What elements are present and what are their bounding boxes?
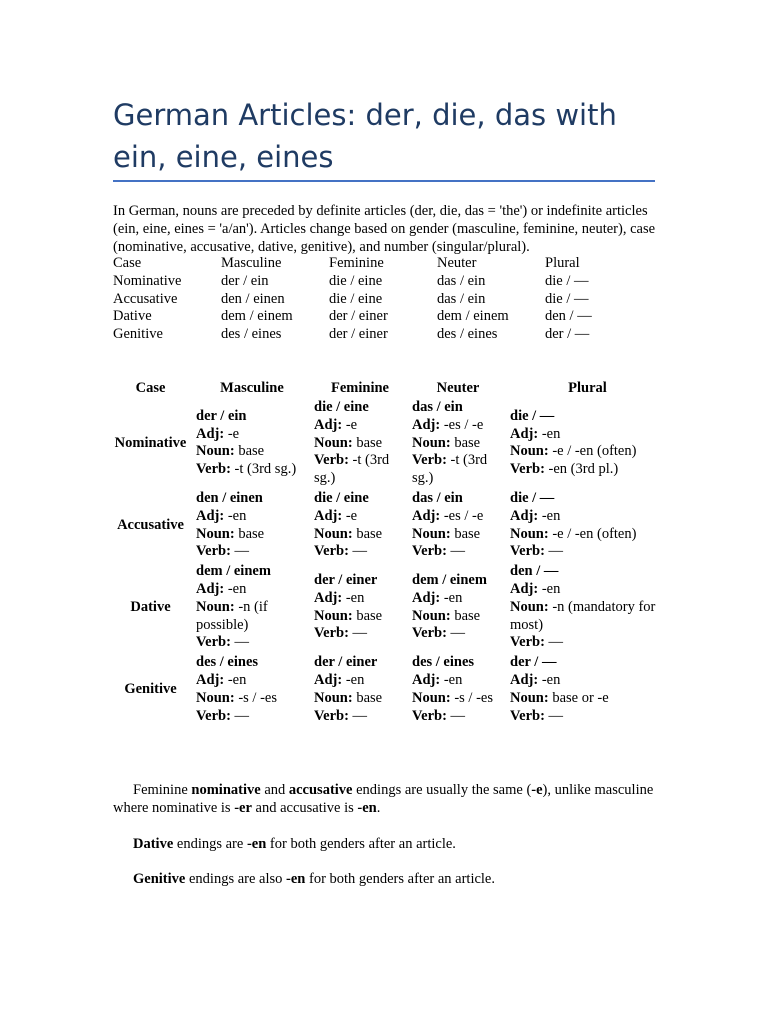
- article-form: die / eine: [314, 489, 369, 506]
- detail-header-cell: Neuter: [436, 380, 480, 397]
- summary-header-row: [113, 255, 592, 273]
- detail-cell: [311, 653, 409, 726]
- verb-label: Verb:: [196, 543, 231, 560]
- verb-value: —: [450, 543, 466, 560]
- verb-value: —: [548, 707, 564, 724]
- noun-label: Noun:: [314, 525, 353, 542]
- detail-case-cell: Accusative: [117, 516, 184, 533]
- adj-ending-line: [510, 672, 665, 690]
- detail-cell: [409, 398, 507, 489]
- note-text: and: [260, 782, 289, 798]
- adj-label: Adj:: [314, 671, 343, 688]
- summary-cell: dem / einem: [437, 308, 509, 325]
- verb-label: Verb:: [314, 625, 349, 642]
- note-text: for both genders after an article.: [305, 871, 495, 887]
- verb-value: —: [450, 625, 466, 642]
- summary-cell: den / —: [545, 308, 592, 325]
- detail-cell: [507, 653, 668, 726]
- note-emphasis: -er: [234, 799, 252, 816]
- detail-header-cell: Masculine: [220, 380, 284, 397]
- verb-ending-line: [314, 543, 406, 561]
- detail-header-row: [108, 380, 668, 398]
- article-form: der / —: [510, 654, 557, 671]
- adj-ending-line: [314, 672, 406, 690]
- note-paragraph: [113, 871, 658, 889]
- noun-label: Noun:: [412, 434, 451, 451]
- note-text: ), unlike masculine where nominative is: [113, 782, 654, 816]
- note-emphasis: -en: [246, 836, 267, 852]
- noun-ending-line: [412, 608, 504, 626]
- verb-value: —: [352, 625, 368, 642]
- note-text: Feminine: [133, 782, 192, 798]
- summary-cell: die / —: [545, 290, 589, 307]
- noun-label: Noun:: [510, 598, 549, 615]
- adj-value: -es / -e: [443, 507, 484, 524]
- noun-label: Noun:: [412, 525, 451, 542]
- adj-label: Adj:: [314, 416, 343, 433]
- noun-ending-line: [510, 690, 665, 708]
- adj-value: -en: [345, 671, 365, 688]
- note-text: endings are usually the same (: [352, 782, 532, 798]
- adj-ending-line: [510, 581, 665, 599]
- noun-ending-line: [314, 526, 406, 544]
- detail-row: [108, 398, 668, 489]
- summary-cell: das / ein: [437, 290, 486, 307]
- adj-ending-line: [314, 590, 406, 608]
- note-emphasis: -en: [357, 799, 377, 816]
- summary-cell: der / ein: [221, 272, 269, 289]
- adj-value: -en: [443, 671, 463, 688]
- verb-label: Verb:: [510, 707, 545, 724]
- verb-ending-line: [412, 452, 504, 488]
- noun-value: base: [356, 689, 383, 706]
- noun-ending-line: [412, 690, 504, 708]
- note-emphasis: nominative: [191, 782, 261, 798]
- noun-ending-line: [196, 690, 308, 708]
- adj-value: -en: [227, 507, 247, 524]
- adj-ending-line: [412, 672, 504, 690]
- detail-cell: [409, 653, 507, 726]
- summary-header-cell: Case: [113, 255, 142, 271]
- article-form: des / eines: [412, 654, 475, 671]
- adj-label: Adj:: [510, 507, 539, 524]
- adj-value: -en: [227, 580, 247, 597]
- article-form: der / einer: [314, 654, 378, 671]
- adj-value: -en: [443, 589, 463, 606]
- noun-ending-line: [196, 599, 308, 635]
- note-text: and accusative is: [251, 799, 358, 816]
- verb-label: Verb:: [510, 461, 545, 478]
- adj-label: Adj:: [412, 589, 441, 606]
- summary-cell: den / einen: [221, 290, 285, 307]
- verb-label: Verb:: [412, 452, 447, 469]
- noun-label: Noun:: [196, 598, 235, 615]
- adj-label: Adj:: [510, 425, 539, 442]
- verb-ending-line: [314, 708, 406, 726]
- adj-label: Adj:: [196, 425, 225, 442]
- detail-cell: [311, 398, 409, 489]
- verb-ending-line: [196, 543, 308, 561]
- intro-paragraph: In German, nouns are preceded by definite articles (der, die, das = 'the') or indefinite articles (ein, eine, eines = 'a/an'). Articles change based on gender (masculine, feminine, neuter), case (nominative, accusative, dative, genitive), and number (singular/plural).: [113, 203, 656, 255]
- noun-ending-line: [314, 608, 406, 626]
- summary-header-cell: Masculine: [221, 255, 282, 271]
- note-emphasis: accusative: [288, 782, 353, 798]
- adj-ending-line: [196, 581, 308, 599]
- detail-cell: [193, 398, 311, 489]
- summary-cell: Genitive: [113, 326, 163, 343]
- detail-cell: [193, 562, 311, 653]
- verb-label: Verb:: [196, 707, 231, 724]
- verb-ending-line: [412, 625, 504, 643]
- verb-label: Verb:: [314, 452, 349, 469]
- verb-value: —: [450, 707, 466, 724]
- article-form: die / —: [510, 407, 555, 424]
- detail-cell: [507, 398, 668, 489]
- summary-cell: die / eine: [329, 272, 383, 289]
- verb-ending-line: [196, 461, 308, 479]
- article-form: die / eine: [314, 399, 369, 415]
- verb-value: —: [352, 707, 368, 724]
- summary-header-cell: Feminine: [329, 255, 384, 271]
- noun-value: -n (if possible): [196, 598, 268, 633]
- adj-label: Adj:: [314, 589, 343, 606]
- verb-ending-line: [510, 461, 665, 479]
- adj-value: -es / -e: [443, 416, 484, 433]
- article-form: die / —: [510, 489, 555, 506]
- note-text: endings are: [173, 836, 247, 852]
- verb-label: Verb:: [196, 634, 231, 651]
- adj-ending-line: [314, 508, 406, 526]
- detail-cell: [193, 489, 311, 562]
- summary-row: [113, 273, 592, 291]
- verb-value: —: [352, 543, 368, 560]
- detail-table-body: [108, 398, 668, 726]
- noun-value: -n (mandatory for most): [510, 598, 656, 633]
- adj-value: -en: [345, 589, 365, 606]
- summary-cell: der / —: [545, 326, 590, 343]
- noun-value: base: [356, 607, 383, 624]
- adj-label: Adj:: [510, 580, 539, 597]
- verb-label: Verb:: [510, 634, 545, 651]
- verb-ending-line: [412, 708, 504, 726]
- article-form: das / ein: [412, 399, 463, 415]
- noun-value: -e / -en (often): [552, 525, 637, 542]
- summary-header-cell: Neuter: [437, 255, 477, 271]
- page-title: German Articles: der, die, das with ein, eine, eines: [113, 98, 617, 174]
- adj-ending-line: [196, 426, 308, 444]
- verb-value: —: [234, 707, 250, 724]
- verb-value: -t (3rd sg.): [412, 452, 488, 487]
- summary-cell: Accusative: [113, 290, 178, 307]
- ending-detail-table: [108, 380, 668, 726]
- title-divider: [113, 180, 655, 182]
- verb-value: —: [548, 543, 564, 560]
- note-text: .: [376, 799, 381, 816]
- noun-ending-line: [196, 443, 308, 461]
- detail-cell: [507, 489, 668, 562]
- noun-label: Noun:: [196, 525, 235, 542]
- summary-row: [113, 291, 592, 309]
- noun-label: Noun:: [412, 689, 451, 706]
- adj-ending-line: [412, 590, 504, 608]
- article-form: das / ein: [412, 489, 463, 506]
- adj-ending-line: [510, 508, 665, 526]
- summary-row: [113, 326, 592, 344]
- summary-cell: des / eines: [221, 326, 282, 343]
- article-form: des / eines: [196, 654, 259, 671]
- detail-header-cell: Feminine: [331, 380, 389, 397]
- adj-label: Adj:: [314, 507, 343, 524]
- detail-cell: [193, 653, 311, 726]
- verb-label: Verb:: [510, 543, 545, 560]
- summary-cell: die / —: [545, 272, 589, 289]
- noun-value: base: [454, 525, 481, 542]
- summary-cell: dem / einem: [221, 308, 293, 325]
- adj-label: Adj:: [196, 580, 225, 597]
- adj-label: Adj:: [412, 507, 441, 524]
- verb-ending-line: [196, 634, 308, 652]
- adj-ending-line: [314, 417, 406, 435]
- verb-value: —: [234, 634, 250, 651]
- detail-cell: [311, 562, 409, 653]
- adj-label: Adj:: [412, 671, 441, 688]
- verb-label: Verb:: [196, 461, 231, 478]
- adj-ending-line: [196, 508, 308, 526]
- noun-value: base: [454, 434, 481, 451]
- noun-ending-line: [412, 435, 504, 453]
- verb-label: Verb:: [412, 625, 447, 642]
- summary-cell: Nominative: [113, 272, 182, 289]
- detail-cell: [409, 562, 507, 653]
- summary-table-body: [113, 255, 592, 344]
- adj-value: -e: [345, 507, 358, 524]
- detail-case-cell: Genitive: [124, 680, 177, 697]
- adj-value: -en: [541, 507, 561, 524]
- noun-ending-line: [510, 526, 665, 544]
- verb-label: Verb:: [314, 543, 349, 560]
- adj-value: -e: [227, 425, 240, 442]
- noun-label: Noun:: [510, 443, 549, 460]
- note-emphasis: -en: [286, 871, 306, 887]
- noun-value: base: [356, 525, 383, 542]
- noun-value: -e / -en (often): [552, 443, 637, 460]
- noun-label: Noun:: [314, 607, 353, 624]
- verb-ending-line: [314, 625, 406, 643]
- verb-ending-line: [510, 634, 665, 652]
- adj-label: Adj:: [196, 507, 225, 524]
- detail-row: [108, 562, 668, 653]
- noun-ending-line: [314, 435, 406, 453]
- adj-ending-line: [412, 508, 504, 526]
- noun-value: base or -e: [552, 689, 609, 706]
- adj-ending-line: [510, 426, 665, 444]
- summary-cell: der / einer: [329, 326, 388, 343]
- summary-cell: der / einer: [329, 308, 388, 325]
- verb-ending-line: [412, 543, 504, 561]
- verb-ending-line: [510, 543, 665, 561]
- adj-label: Adj:: [510, 671, 539, 688]
- noun-ending-line: [196, 526, 308, 544]
- adj-ending-line: [412, 417, 504, 435]
- article-form: dem / einem: [196, 563, 271, 580]
- noun-label: Noun:: [314, 689, 353, 706]
- noun-value: base: [356, 434, 383, 451]
- adj-value: -e: [345, 416, 358, 433]
- verb-value: —: [548, 634, 564, 651]
- summary-cell: die / eine: [329, 290, 383, 307]
- noun-label: Noun:: [412, 607, 451, 624]
- verb-value: —: [234, 543, 250, 560]
- adj-value: -en: [227, 671, 247, 688]
- detail-case-cell: Dative: [130, 598, 171, 615]
- detail-header-cell: Case: [135, 380, 166, 397]
- note-emphasis: -e: [531, 782, 543, 798]
- article-form: der / einer: [314, 572, 378, 589]
- summary-header-cell: Plural: [545, 255, 580, 271]
- detail-cell: [311, 489, 409, 562]
- article-form: den / —: [510, 563, 559, 580]
- detail-row: [108, 653, 668, 726]
- noun-label: Noun:: [314, 434, 353, 451]
- noun-ending-line: [510, 599, 665, 635]
- noun-label: Noun:: [196, 443, 235, 460]
- noun-value: base: [454, 607, 481, 624]
- noun-label: Noun:: [510, 525, 549, 542]
- article-form: dem / einem: [412, 572, 487, 589]
- note-text: endings are also: [185, 871, 287, 887]
- verb-value: -t (3rd sg.): [314, 452, 390, 487]
- detail-row: [108, 489, 668, 562]
- verb-ending-line: [510, 708, 665, 726]
- verb-label: Verb:: [412, 707, 447, 724]
- article-summary-table: [113, 255, 592, 344]
- adj-ending-line: [196, 672, 308, 690]
- adj-label: Adj:: [196, 671, 225, 688]
- noun-label: Noun:: [510, 689, 549, 706]
- adj-value: -en: [541, 425, 561, 442]
- adj-value: -en: [541, 580, 561, 597]
- note-paragraph: [113, 782, 658, 818]
- noun-value: -s / -es: [454, 689, 493, 706]
- noun-ending-line: [314, 690, 406, 708]
- verb-label: Verb:: [412, 543, 447, 560]
- summary-cell: des / eines: [437, 326, 498, 343]
- verb-ending-line: [314, 452, 406, 488]
- detail-cell: [507, 562, 668, 653]
- note-paragraph: [113, 836, 658, 854]
- adj-value: -en: [541, 671, 561, 688]
- detail-table-head: [108, 380, 668, 398]
- article-form: den / einen: [196, 489, 263, 506]
- note-emphasis: Genitive: [133, 871, 186, 887]
- noun-value: base: [238, 443, 265, 460]
- noun-ending-line: [510, 443, 665, 461]
- note-emphasis: Dative: [133, 836, 174, 852]
- verb-label: Verb:: [314, 707, 349, 724]
- verb-value: -en (3rd pl.): [548, 461, 619, 478]
- detail-case-cell: Nominative: [114, 434, 187, 451]
- summary-row: [113, 308, 592, 326]
- verb-ending-line: [196, 708, 308, 726]
- noun-ending-line: [412, 526, 504, 544]
- verb-value: -t (3rd sg.): [234, 461, 297, 478]
- article-form: der / ein: [196, 407, 247, 424]
- summary-cell: Dative: [113, 308, 152, 325]
- detail-header-cell: Plural: [568, 380, 607, 397]
- adj-label: Adj:: [412, 416, 441, 433]
- noun-value: base: [238, 525, 265, 542]
- noun-label: Noun:: [196, 689, 235, 706]
- note-text: for both genders after an article.: [266, 836, 456, 852]
- detail-cell: [409, 489, 507, 562]
- summary-cell: das / ein: [437, 272, 486, 289]
- noun-value: -s / -es: [238, 689, 277, 706]
